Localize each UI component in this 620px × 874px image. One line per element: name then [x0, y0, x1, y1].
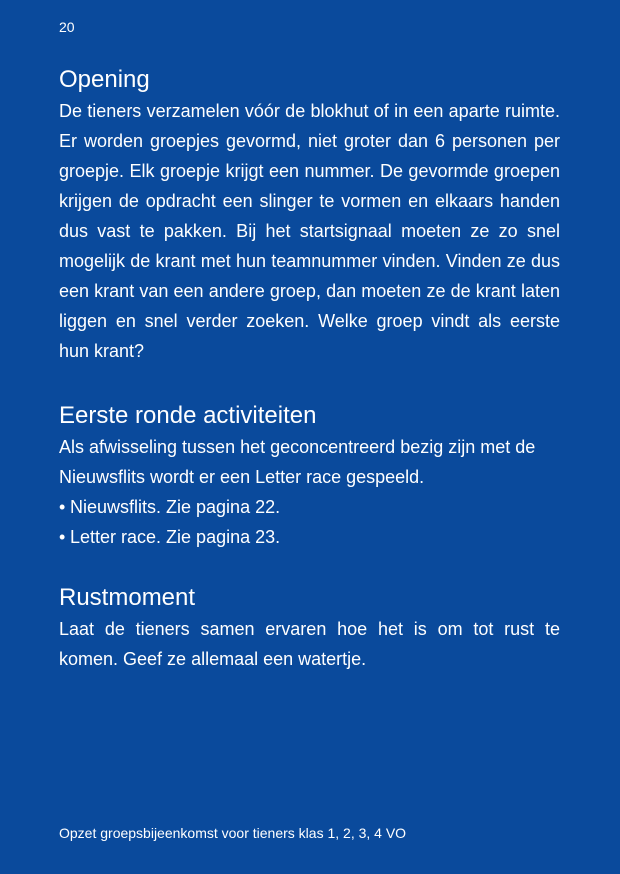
footer-text: Opzet groepsbijeenkomst voor tieners klas 1, 2, 3, 4 VO — [59, 825, 407, 841]
section-heading: Eerste ronde activiteiten — [59, 402, 317, 429]
section-heading: Opening — [59, 66, 150, 93]
page-number: 20 — [59, 19, 75, 35]
list-item — [59, 492, 560, 522]
bullet-icon: • — [59, 527, 66, 547]
section-rustmoment — [59, 582, 560, 674]
list-item-text: Nieuwsflits. Zie pagina 22. — [70, 497, 281, 517]
section-paragraph: Als afwisseling tussen het geconcentreerd bezig zijn met de Nieuwsflits wordt er een Letter race gespeeld. — [59, 437, 536, 487]
section-paragraph: De tieners verzamelen vóór de blokhut of in een aparte ruimte. Er worden groepjes gevormd, niet groter dan 6 personen per groepje. Elk groepje krijgt een nummer. De gevormde groepen krijgen de opdracht een slinger te vormen en elkaars handen dus vast te pakken. Bij het startsignaal moeten ze zo snel mogelijk de krant met hun teamnummer vinden. Vinden ze dus een krant van een andere groep, dan moeten ze de krant laten liggen en snel verder zoeken. Welke groep vindt als eerste hun krant? — [59, 101, 560, 361]
page-content — [59, 64, 560, 708]
section-eerste-ronde-activiteiten — [59, 400, 560, 552]
list-item — [59, 522, 560, 552]
section-heading: Rustmoment — [59, 584, 196, 611]
bullet-icon: • — [59, 497, 66, 517]
bullet-list — [59, 492, 560, 552]
section-paragraph: Laat de tieners samen ervaren hoe het is om tot rust te komen. Geef ze allemaal een watertje. — [59, 619, 560, 669]
list-item-text: Letter race. Zie pagina 23. — [70, 527, 281, 547]
section-opening — [59, 64, 560, 366]
